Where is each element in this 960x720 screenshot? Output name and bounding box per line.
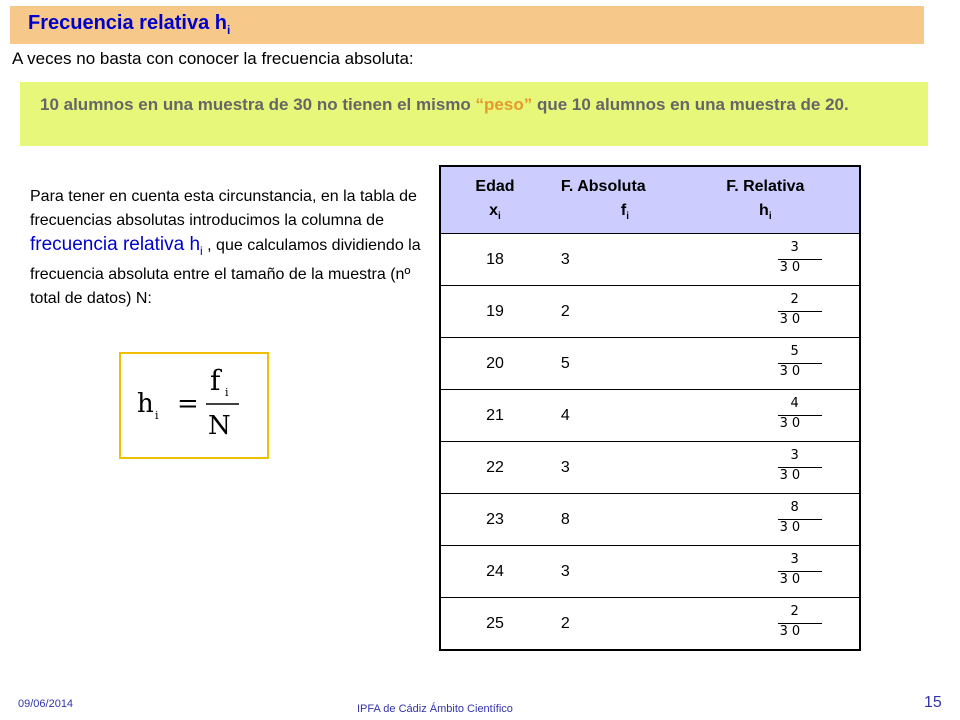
cell-f-relativa	[672, 494, 860, 546]
fraction	[778, 344, 838, 384]
table-row	[440, 442, 860, 494]
table-row	[440, 494, 860, 546]
fraction	[778, 396, 838, 436]
cell-edad: 24	[440, 546, 549, 598]
formula-lhs: h	[137, 389, 154, 419]
cell-edad: 21	[440, 390, 549, 442]
fraction-numerator: 8	[790, 499, 799, 515]
slide-title: Frecuencia relativa $h_i$	[28, 12, 231, 37]
header-edad: Edad $x_i$	[440, 166, 549, 234]
cell-f-absoluta: 3	[549, 234, 672, 286]
cell-edad: 22	[440, 442, 549, 494]
fraction	[778, 500, 838, 540]
formula-box	[119, 352, 269, 459]
cell-f-relativa	[672, 442, 860, 494]
cell-f-relativa	[672, 234, 860, 286]
fraction-denominator: 30	[779, 467, 805, 483]
footer-center: IPFA de Cádiz Ámbito Científico	[357, 703, 513, 715]
footer-date: 09/06/2014	[18, 698, 74, 710]
header-f-absoluta: F. Absoluta $f_i$	[549, 166, 672, 234]
cell-edad: 20	[440, 338, 549, 390]
cell-f-relativa	[672, 390, 860, 442]
cell-f-relativa	[672, 338, 860, 390]
explanation-paragraph: Para tener en cuenta esta circunstancia, en la tabla de frecuencias absolutas introducimos la columna de frecuencia relativa $h_i$ , que calculamos dividiendo la frecuencia absoluta entre el tamaño de la muestra (nº total de datos) N:	[30, 188, 421, 307]
formula-numerator: f	[210, 364, 221, 397]
frequency-table	[439, 165, 861, 651]
fraction-denominator: 30	[779, 259, 805, 275]
table-row	[440, 390, 860, 442]
page-number: 15	[924, 694, 942, 711]
fraction	[778, 240, 838, 280]
fraction	[778, 292, 838, 332]
fraction-denominator: 30	[779, 415, 805, 431]
term-frecuencia-relativa: frecuencia relativa $h_i$	[30, 234, 203, 258]
cell-f-relativa	[672, 598, 860, 651]
formula-numerator-sub: i	[225, 386, 229, 399]
intro-text: A veces no basta con conocer la frecuencia absoluta:	[12, 49, 414, 68]
table-row	[440, 338, 860, 390]
cell-edad: 18	[440, 234, 549, 286]
cell-f-absoluta: 2	[549, 598, 672, 651]
fraction-denominator: 30	[779, 519, 805, 535]
fraction-numerator: 4	[790, 395, 799, 411]
formula-equals: =	[177, 389, 199, 419]
cell-edad: 25	[440, 598, 549, 651]
fraction	[778, 448, 838, 488]
cell-f-absoluta: 5	[549, 338, 672, 390]
cell-f-relativa	[672, 546, 860, 598]
formula	[121, 354, 267, 457]
fraction-numerator: 2	[790, 603, 799, 619]
fraction-numerator: 3	[790, 447, 799, 463]
cell-f-absoluta: 3	[549, 546, 672, 598]
fraction-denominator: 30	[779, 363, 805, 379]
table-row	[440, 546, 860, 598]
table-row	[440, 598, 860, 651]
formula-denominator: N	[208, 411, 231, 441]
fraction-denominator: 30	[779, 571, 805, 587]
header-f-relativa: F. Relativa $h_i$	[672, 166, 860, 234]
highlight-text: 10 alumnos en una muestra de 30 no tienen el mismo “peso” que 10 alumnos en una muestra de 20.	[40, 95, 849, 114]
cell-edad: 19	[440, 286, 549, 338]
fraction-denominator: 30	[779, 623, 805, 639]
cell-f-absoluta: 2	[549, 286, 672, 338]
table-row	[440, 234, 860, 286]
cell-f-relativa	[672, 286, 860, 338]
fraction-numerator: 3	[790, 551, 799, 567]
cell-f-absoluta: 3	[549, 442, 672, 494]
table-header-row	[440, 166, 860, 234]
fraction	[778, 552, 838, 592]
fraction-numerator: 2	[790, 291, 799, 307]
cell-f-absoluta: 4	[549, 390, 672, 442]
fraction-numerator: 3	[790, 239, 799, 255]
fraction-denominator: 30	[779, 311, 805, 327]
cell-f-absoluta: 8	[549, 494, 672, 546]
fraction	[778, 604, 838, 644]
peso-word: “peso”	[475, 95, 533, 114]
cell-edad: 23	[440, 494, 549, 546]
formula-lhs-sub: i	[155, 409, 159, 422]
table-row	[440, 286, 860, 338]
fraction-numerator: 5	[790, 343, 799, 359]
